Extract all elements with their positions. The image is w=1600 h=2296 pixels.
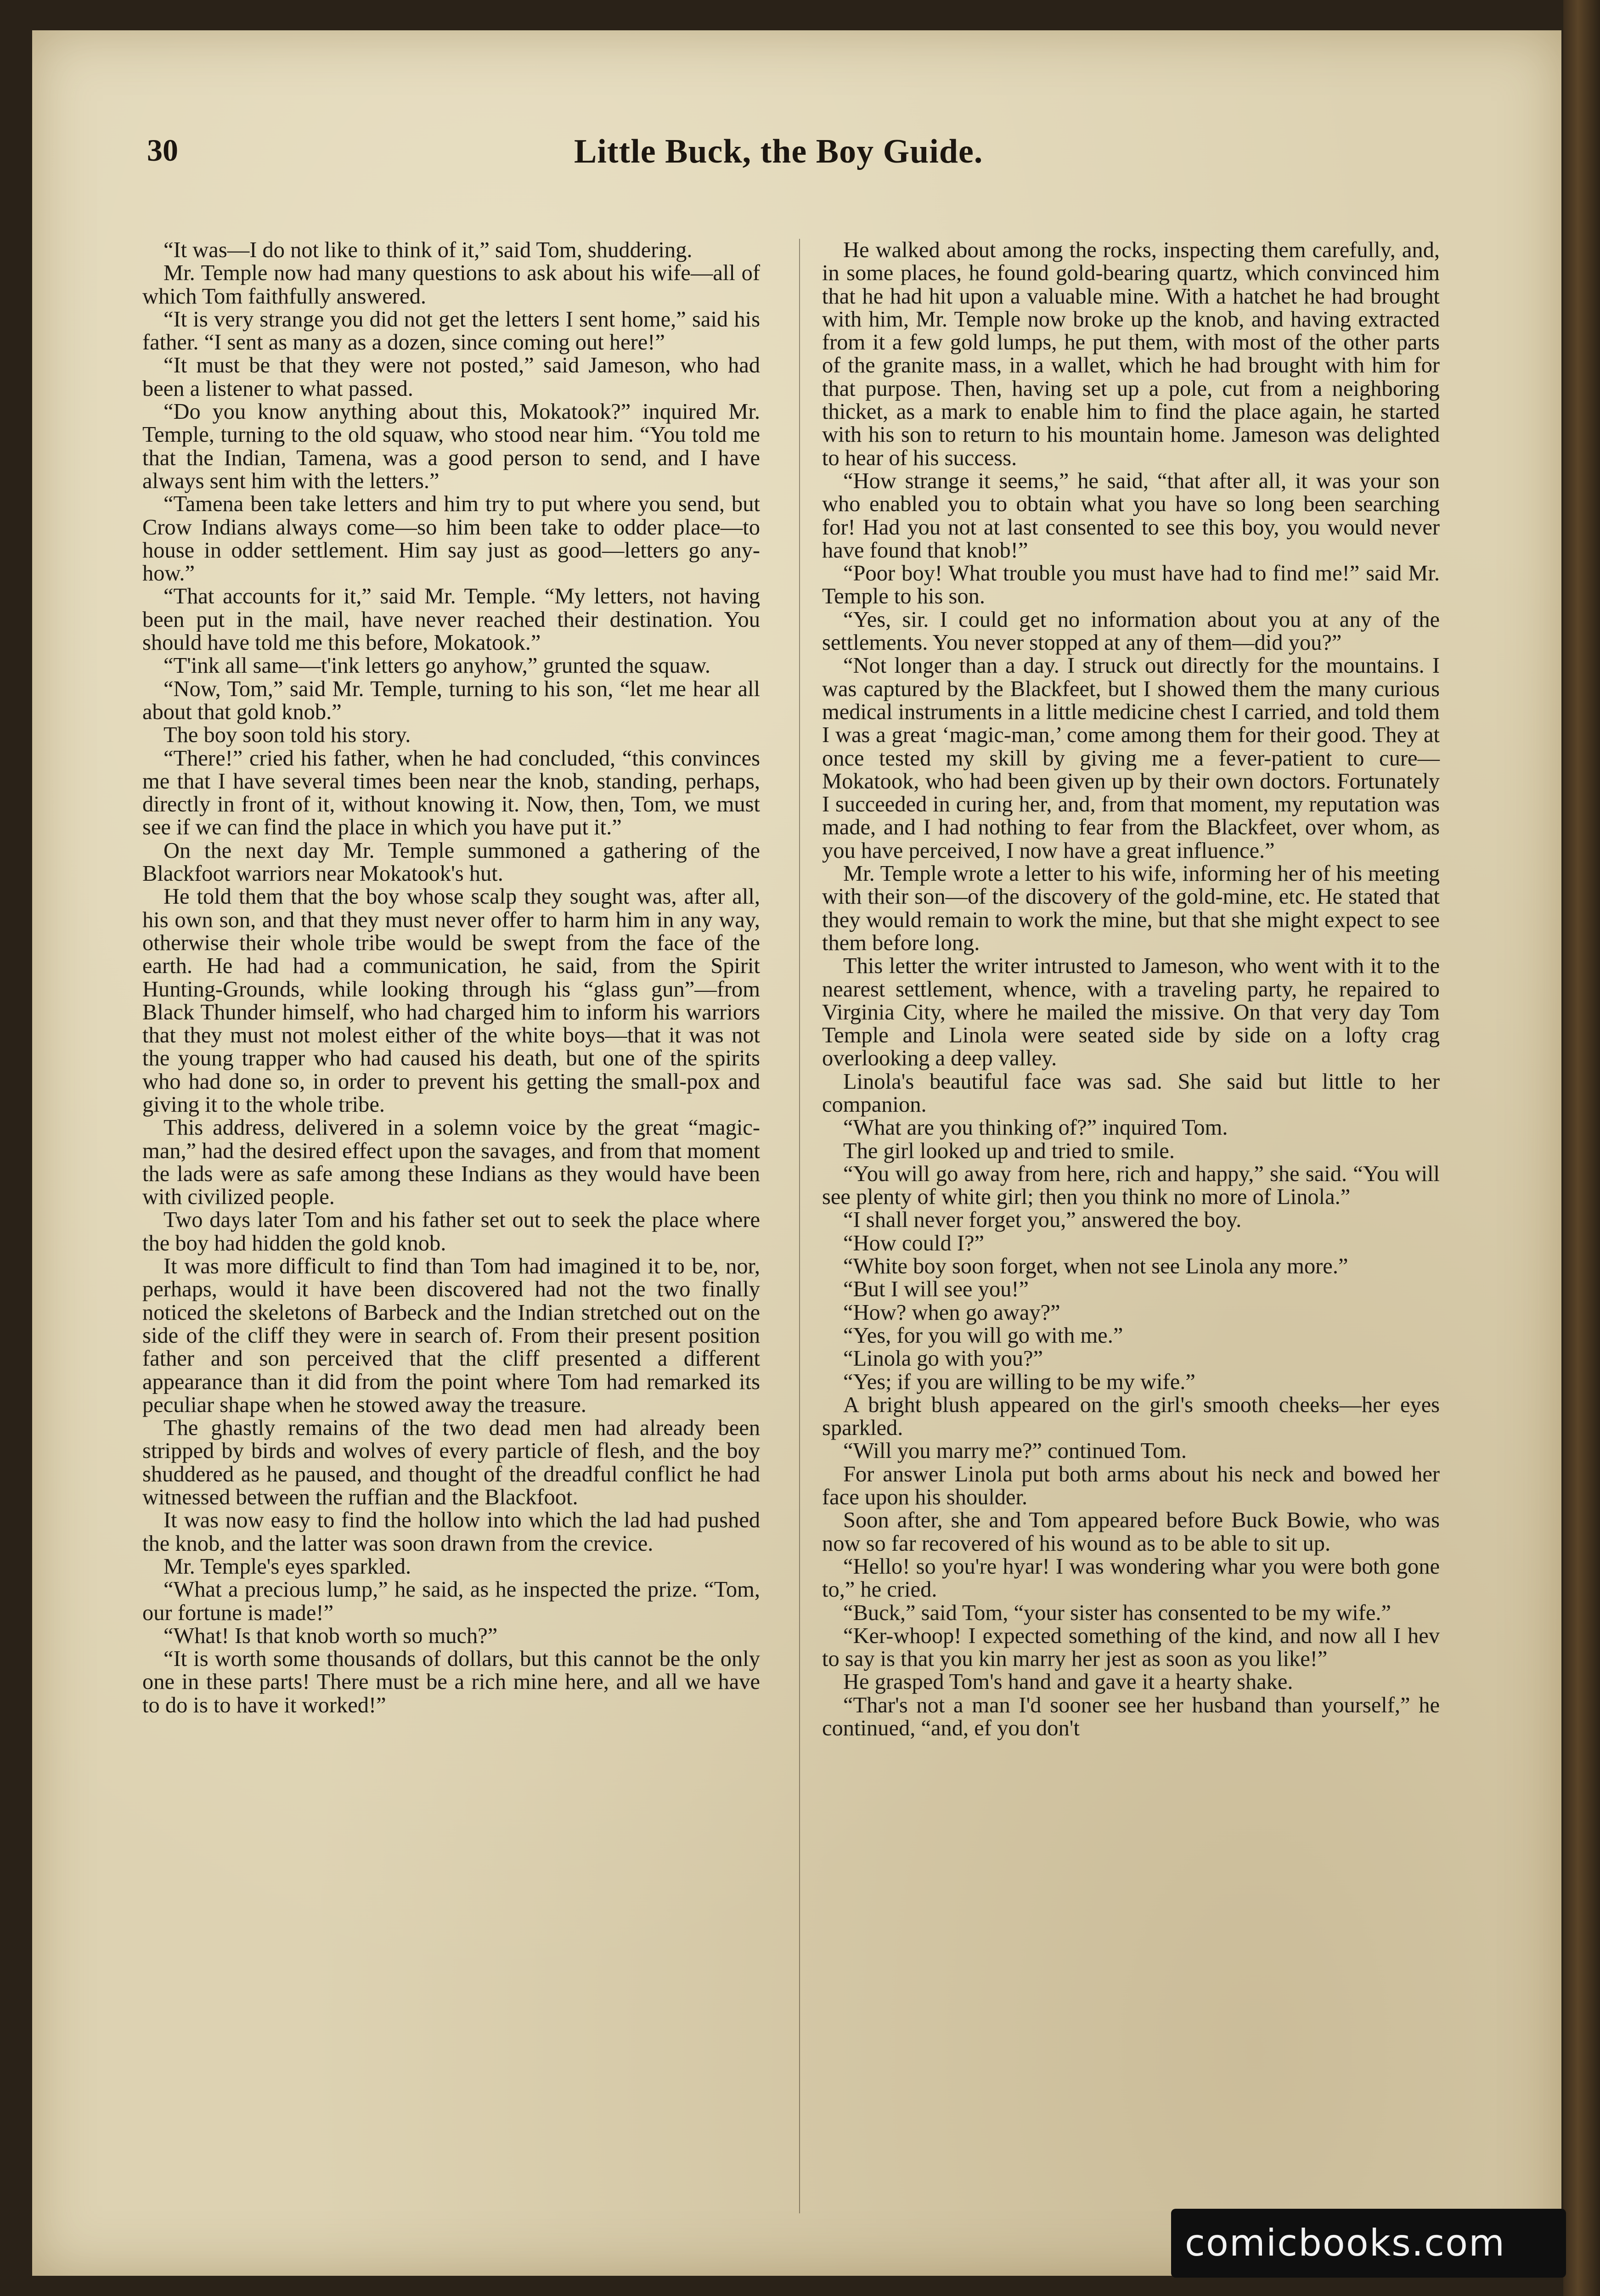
watermark-text: comicbooks.com [1185,2222,1506,2264]
paragraph: “Do you know anything about this, Mokatook?” inquired Mr. Temple, turning to the old squaw, who stood near him. “You told me that the Indian, Tamena, was a good person to send, and I have always sent him with the letters.” [142,400,760,493]
paragraph: “It is worth some thousands of dollars, but this cannot be the only one in these parts! There must be a rich mine here, and all we have to do is to have it worked!” [142,1647,760,1717]
paragraph: The ghastly remains of the two dead men had already been stripped by birds and wolves of every particle of flesh, and the boy shuddered as he paused, and thought of the dreadful conflict he had witnessed between the ruffian and the Blackfoot. [142,1416,760,1510]
paragraph: “There!” cried his father, when he had concluded, “this convinces me that I have several times been near the knob, standing, perhaps, directly in front of it, without knowing it. Now, then, Tom, we must see if we can find the place in which you have put it.” [142,746,760,840]
paragraph: “I shall never forget you,” answered the boy. [843,1208,1242,1232]
paragraph: “How? when go away?” [843,1300,1060,1325]
paragraph: On the next day Mr. Temple summoned a gathering of the Blackfoot warriors near Mokatook's hut. [142,838,760,886]
paragraph: “Now, Tom,” said Mr. Temple, turning to his son, “let me hear all about that gold knob.” [142,676,760,724]
paragraph: Linola's beautiful face was sad. She said but little to her companion. [822,1069,1440,1117]
left-text-column [142,239,760,1717]
paragraph: He told them that the boy whose scalp they sought was, after all, his own son, and that they must never offer to harm him in any way, otherwise their whole tribe would be swept from the face of the earth. He had had a communication, he said, from the Spirit Hunting-Grounds, while looking through his “glass gun”—from Black Thunder himself, who had charged him to inform his warriors that they must not molest either of the white boys—that it was not the young trapper who had caused his death, but one of the spirits who had done so, in order to prevent his getting the small-pox and giving it to the whole tribe. [142,884,760,1117]
paragraph: “Buck,” said Tom, “your sister has consented to be my wife.” [843,1600,1392,1625]
paragraph: “But I will see you!” [843,1277,1029,1302]
paragraph: “Ker-whoop! I expected something of the kind, and now all I hev to say is that you kin marry her jest as soon as you like!” [822,1623,1440,1671]
paragraph: “Linola go with you?” [843,1346,1043,1371]
paragraph: This letter the writer intrusted to Jameson, who went with it to the nearest settlement, whence, with a traveling party, he repaired to Virginia City, where he mailed the missive. On that very day Tom Temple and Linola were seated side by side on a lofty crag overlooking a deep valley. [822,954,1440,1071]
paragraph: “White boy soon forget, when not see Linola any more.” [843,1254,1348,1279]
paragraph: “Will you marry me?” continued Tom. [843,1439,1187,1463]
paragraph: He grasped Tom's hand and gave it a hearty shake. [843,1670,1293,1694]
paragraph: A bright blush appeared on the girl's smooth cheeks—her eyes sparkled. [822,1392,1440,1441]
page-number: 30 [147,133,178,168]
paragraph: “It must be that they were not posted,” said Jameson, who had been a listener to what passed. [142,353,760,401]
paragraph: The girl looked up and tried to smile. [843,1138,1175,1163]
running-title: Little Buck, the Boy Guide. [574,133,983,170]
paragraph: “What a precious lump,” he said, as he inspected the prize. “Tom, our fortune is made!” [142,1577,760,1625]
paragraph: The boy soon told his story. [163,723,411,748]
watermark-logo [1171,2209,1566,2278]
paragraph: For answer Linola put both arms about his neck and bowed her face upon his shoulder. [822,1462,1440,1510]
running-header [147,118,1470,187]
paragraph: “Not longer than a day. I struck out directly for the mountains. I was captured by the Blackfeet, but I showed them the many curious medical instruments in a little medicine chest I carried, and told them I was a great ‘magic-man,’ come among them for their good. They at once tested my skill by giving me a fever-patient to cure—Mokatook, who had been given up by their own doctors. Fortunately I succeeded in curing her, and, from that moment, my reputation was made, and I had nothing to fear from the Blackfeet, over whom, as you have perceived, I now have a great influence.” [822,653,1440,863]
paragraph: “How could I?” [843,1231,985,1255]
paragraph: “Poor boy! What trouble you must have had to find me!” said Mr. Temple to his son. [822,561,1440,609]
paragraph: “Yes, sir. I could get no information about you at any of the settlements. You never stopped at any of them—did you?” [822,607,1440,655]
paragraph: “Tamena been take letters and him try to put where you send, but Crow Indians always come—so him been take to odder place—to house in odder settlement. Him say just as good—letters go any-how.” [142,492,760,586]
paragraph: He walked about among the rocks, inspecting them carefully, and, in some places, he found gold-bearing quartz, which convinced him that he had hit upon a valuable mine. With a hatchet he had brought with him, Mr. Temple now broke up the knob, and having extracted from it a few gold lumps, he put them, with most of the other parts of the granite mass, in a wallet, which he had brought with him for that purpose. Then, having set up a pole, cut from a neighboring thicket, as a mark to enable him to find the place again, he started with his son to return to his mountain home. Jameson was delighted to hear of his success. [822,238,1440,470]
paragraph: “That accounts for it,” said Mr. Temple. “My letters, not having been put in the mail, have never reached their destination. You should have told me this before, Mokatook.” [142,584,760,655]
paragraph: Mr. Temple wrote a letter to his wife, informing her of his meeting with their son—of the discovery of the gold-mine, etc. He stated that they would remain to work the mine, but that she might expect to see them before long. [822,861,1440,955]
paragraph: “What! Is that knob worth so much?” [163,1623,498,1648]
paragraph: “Yes, for you will go with me.” [843,1323,1123,1348]
paragraph: This address, delivered in a solemn voice by the great “magic-man,” had the desired effect upon the savages, and from that moment the lads were as safe among these Indians as they would have been with civilized people. [142,1115,760,1210]
right-text-column [822,239,1440,1740]
paragraph: “How strange it seems,” he said, “that after all, it was your son who enabled you to obtain what you have so long been searching for! Had you not at last consented to see this boy, you would never have found that knob!” [822,468,1440,563]
paragraph: “It is very strange you did not get the letters I sent home,” said his father. “I sent as many as a dozen, since coming out here!” [142,307,760,355]
column-divider [799,239,800,2213]
paragraph: “It was—I do not like to think of it,” said Tom, shuddering. [163,238,693,262]
paragraph: Mr. Temple's eyes sparkled. [163,1554,411,1579]
paragraph: Two days later Tom and his father set out to seek the place where the boy had hidden the gold knob. [142,1208,760,1255]
paragraph: “Hello! so you're hyar! I was wondering whar you were both gone to,” he cried. [822,1554,1440,1602]
paragraph: “You will go away from here, rich and happy,” she said. “You will see plenty of white girl; then you think no more of Linola.” [822,1161,1440,1210]
paragraph: Mr. Temple now had many questions to ask about his wife—all of which Tom faithfully answered. [142,261,760,309]
paragraph: Soon after, she and Tom appeared before Buck Bowie, who was now so far recovered of his wound as to be able to sit up. [822,1508,1440,1556]
paragraph: “Thar's not a man I'd sooner see her husband than yourself,” he continued, “and, ef you don't [822,1693,1440,1740]
paragraph: “Yes; if you are willing to be my wife.” [843,1369,1195,1394]
paragraph: It was now easy to find the hollow into which the lad had pushed the knob, and the latter was soon drawn from the crevice. [142,1508,760,1556]
paragraph: “What are you thinking of?” inquired Tom. [843,1115,1228,1140]
binding-edge [1563,0,1600,2296]
paragraph: “T'ink all same—t'ink letters go anyhow,” grunted the squaw. [163,653,711,678]
paragraph: It was more difficult to find than Tom had imagined it to be, nor, perhaps, would it have been discovered had not the two finally noticed the skeletons of Barbeck and the Indian stretched out on the side of the cliff they were in search of. From their present position father and son perceived that the cliff presented a different appearance than it did from the point where Tom had remarked its peculiar shape when he stowed away the treasure. [142,1254,760,1417]
